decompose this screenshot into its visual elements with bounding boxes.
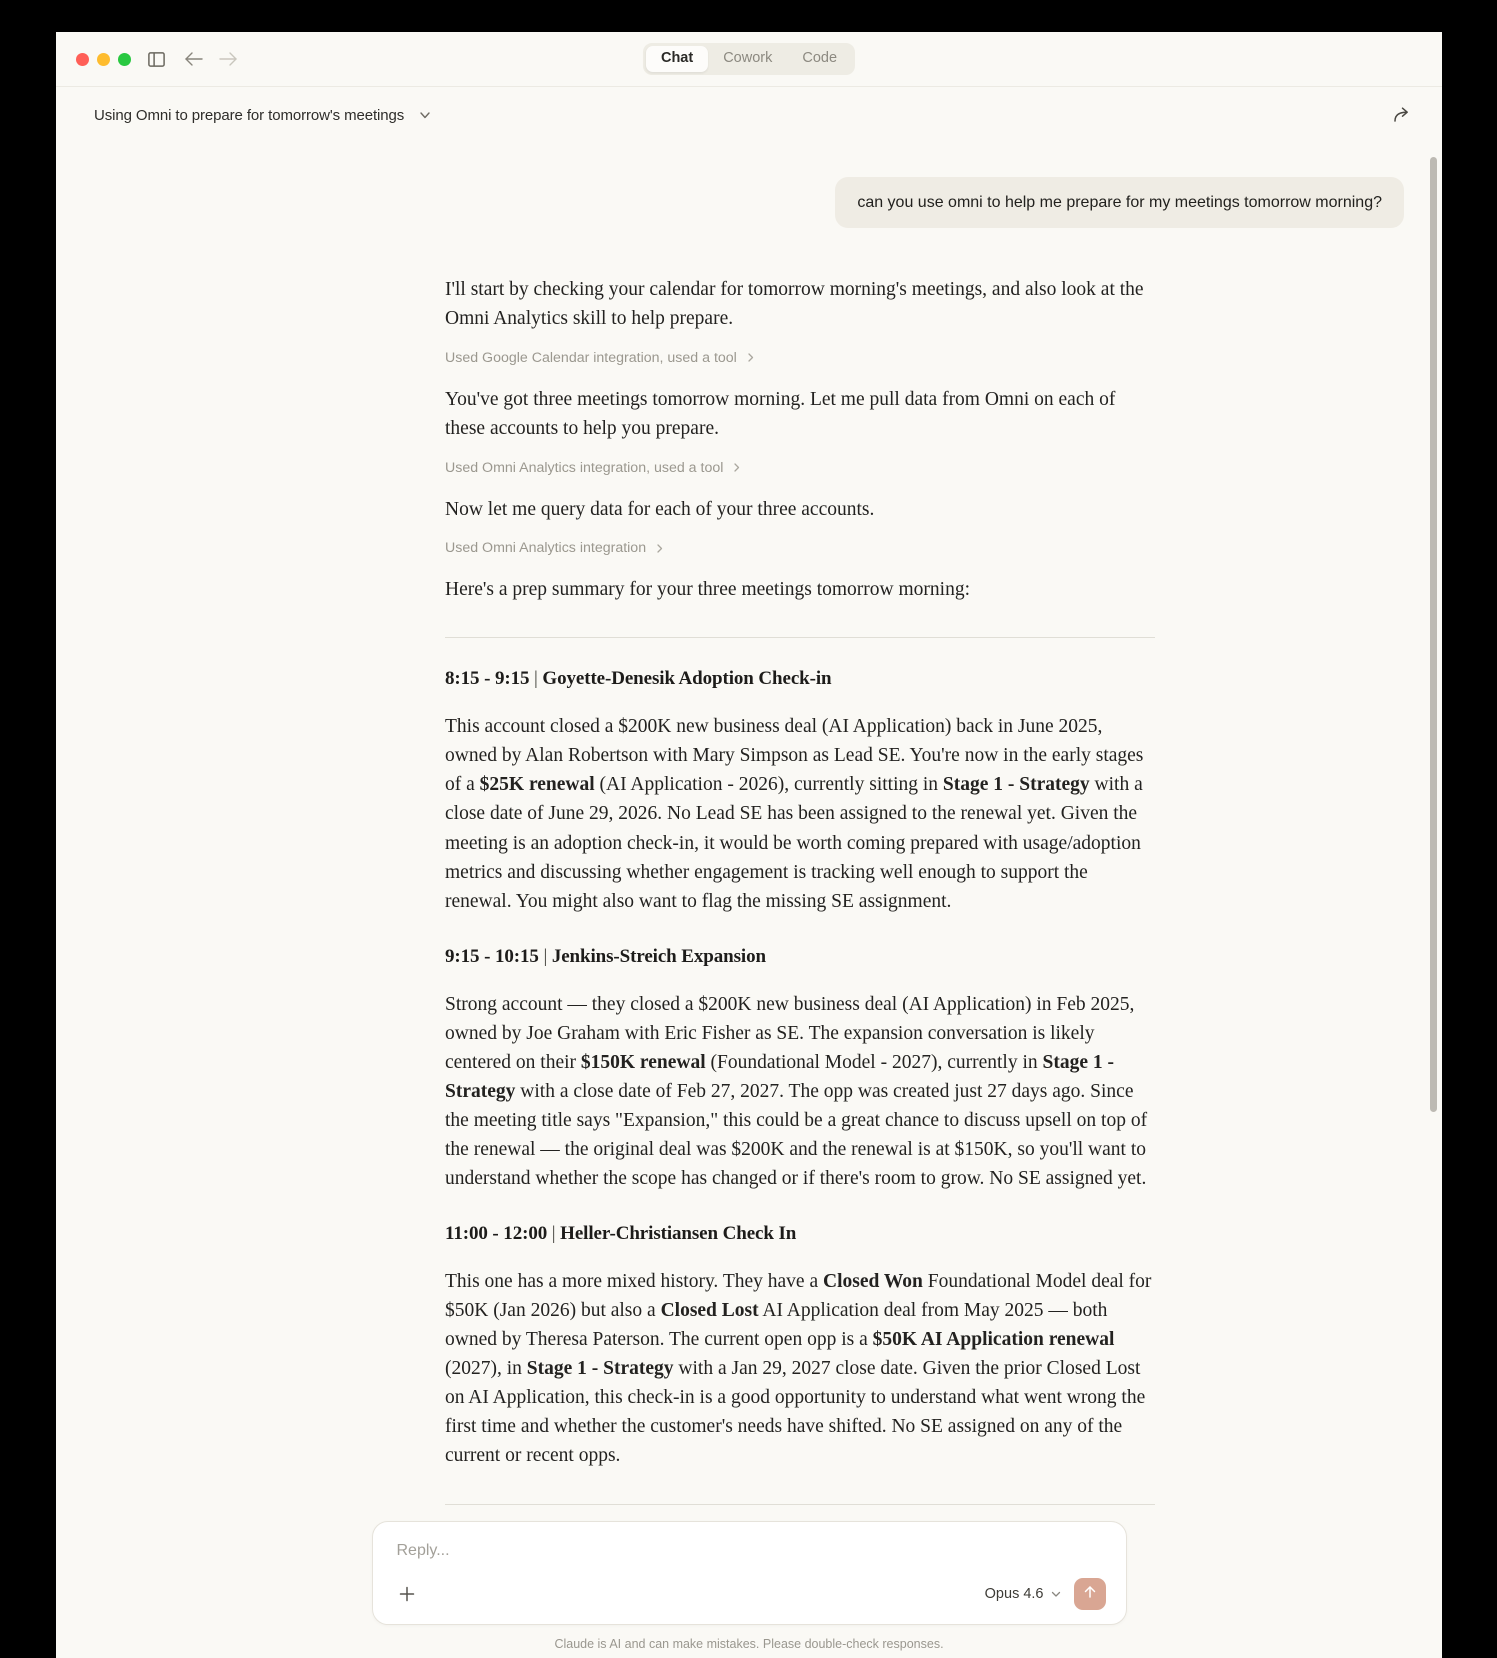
tool-use-label: Used Omni Analytics integration — [445, 540, 647, 557]
meeting-body: This account closed a $200K new business deal (AI Application) back in June 2025, owned by Alan Robertson with Mary Simpson as Lead SE. You're now in the early stages of a $25K renewal (AI Application - 2026), currently sitting in Stage 1 - Strategy with a close date of June 29, 2026. No Lead SE has been assigned to the renewal yet. Given the meeting is an adoption check-in, it would be worth coming prepared with usage/adoption metrics and discussing whether engagement is tracking well enough to support the renewal. You might also want to flag the missing SE assignment. — [445, 716, 1144, 912]
composer — [372, 1521, 1127, 1625]
mode-tabs — [643, 43, 855, 75]
chevron-down-icon — [1050, 1588, 1062, 1600]
chevron-right-icon — [654, 543, 665, 554]
tool-use-omni-analytics-2[interactable] — [445, 540, 1155, 556]
tab-cowork[interactable]: Cowork — [723, 50, 773, 67]
back-arrow-icon[interactable] — [183, 48, 205, 70]
meeting-separator: | — [538, 945, 552, 967]
tool-use-label: Used Google Calendar integration, used a tool — [445, 349, 737, 366]
meeting-time: 9:15 - 10:15 — [445, 945, 539, 967]
meeting-name: Heller-Christiansen Check In — [560, 1223, 797, 1244]
tab-chat[interactable]: Chat — [646, 46, 708, 72]
vertical-scrollbar[interactable] — [1430, 157, 1437, 1112]
minimize-window-button[interactable] — [97, 53, 110, 66]
navigation-arrows — [183, 48, 239, 70]
chevron-right-icon — [745, 352, 756, 363]
user-message: can you use omni to help me prepare for my meetings tomorrow morning? — [835, 177, 1404, 228]
chevron-down-icon[interactable] — [418, 108, 432, 122]
conversation-scroll-area[interactable] — [56, 143, 1442, 1513]
arrow-up-icon — [1082, 1584, 1098, 1605]
composer-toolbar — [393, 1578, 1106, 1610]
composer-right-controls — [985, 1578, 1106, 1610]
send-button[interactable] — [1074, 1578, 1106, 1610]
meeting-heading — [445, 668, 1155, 690]
meeting-block — [445, 668, 1155, 915]
title-bar — [56, 32, 1442, 87]
composer-area — [56, 1513, 1442, 1658]
meeting-separator: | — [529, 668, 543, 690]
meeting-body: This one has a more mixed history. They have a Closed Won Foundational Model deal for $50K (Jan 2026) but also a Closed Lost AI Application deal from May 2025 — both owned by Theresa Paterson. The current open opp is a $50K AI Application renewal (2027), in Stage 1 - Strategy with a Jan 29, 2027 close date. Given the prior Closed Lost on AI Application, this check-in is a good opportunity to understand what went wrong the first time and whether the customer's needs have shifted. No SE assigned on any of the current or recent opps. — [445, 1271, 1152, 1467]
maximize-window-button[interactable] — [118, 53, 131, 66]
section-divider-bottom — [445, 1504, 1155, 1505]
user-message-row — [56, 143, 1442, 228]
plus-icon[interactable] — [393, 1580, 421, 1608]
meeting-time: 8:15 - 9:15 — [445, 668, 530, 690]
meeting-block — [445, 1223, 1155, 1470]
model-name: Opus 4.6 — [984, 1586, 1044, 1603]
reply-input[interactable]: Reply... — [396, 1542, 450, 1560]
model-selector[interactable] — [985, 1586, 1062, 1602]
close-window-button[interactable] — [76, 53, 89, 66]
assistant-paragraph-2: You've got three meetings tomorrow morning. Let me pull data from Omni on each of these accounts to help you prepare. — [445, 388, 1116, 439]
sidebar-toggle-icon[interactable] — [145, 48, 167, 70]
conversation-content — [56, 143, 1442, 1513]
tool-use-google-calendar[interactable] — [445, 350, 1155, 366]
tool-use-label: Used Omni Analytics integration, used a tool — [445, 459, 724, 476]
assistant-paragraph-3: Now let me query data for each of your three accounts. — [445, 498, 875, 520]
app-window — [56, 32, 1442, 1652]
disclaimer-text: Claude is AI and can make mistakes. Please double-check responses. — [554, 1637, 944, 1652]
forward-arrow-icon[interactable] — [217, 48, 239, 70]
meeting-time: 11:00 - 12:00 — [445, 1223, 548, 1244]
assistant-message — [445, 276, 1155, 1505]
assistant-paragraph-1: I'll start by checking your calendar for tomorrow morning's meetings, and also look at the Omni Analytics skill to help prepare. — [445, 279, 1144, 330]
conversation-header — [56, 87, 1442, 143]
tab-code[interactable]: Code — [802, 50, 838, 67]
meeting-heading — [445, 1223, 1155, 1245]
meeting-body: Strong account — they closed a $200K new business deal (AI Application) in Feb 2025, owned by Joe Graham with Eric Fisher as SE. The expansion conversation is likely centered on their $150K renewal (Foundational Model - 2027), currently in Stage 1 - Strategy with a close date of Feb 27, 2027. The opp was created just 27 days ago. Since the meeting title says "Expansion," this could be a great chance to discuss upsell on top of the renewal — the original deal was $200K and the renewal is at $150K, so you'll want to understand whether the scope has changed or if there's room to grow. No SE assigned yet. — [445, 993, 1148, 1189]
meeting-block — [445, 946, 1155, 1193]
assistant-paragraph-4: Here's a prep summary for your three meetings tomorrow morning: — [445, 579, 970, 601]
section-divider-top — [445, 637, 1155, 638]
meeting-name: Jenkins-Streich Expansion — [551, 945, 766, 967]
window-controls — [76, 53, 131, 66]
share-arrow-icon[interactable] — [1388, 102, 1414, 128]
conversation-title: Using Omni to prepare for tomorrow's meetings — [94, 106, 405, 124]
tool-use-omni-analytics-1[interactable] — [445, 460, 1155, 476]
meeting-heading — [445, 946, 1155, 968]
meeting-name: Goyette-Denesik Adoption Check-in — [542, 668, 832, 690]
meeting-separator: | — [547, 1223, 561, 1244]
chevron-right-icon — [731, 462, 742, 473]
